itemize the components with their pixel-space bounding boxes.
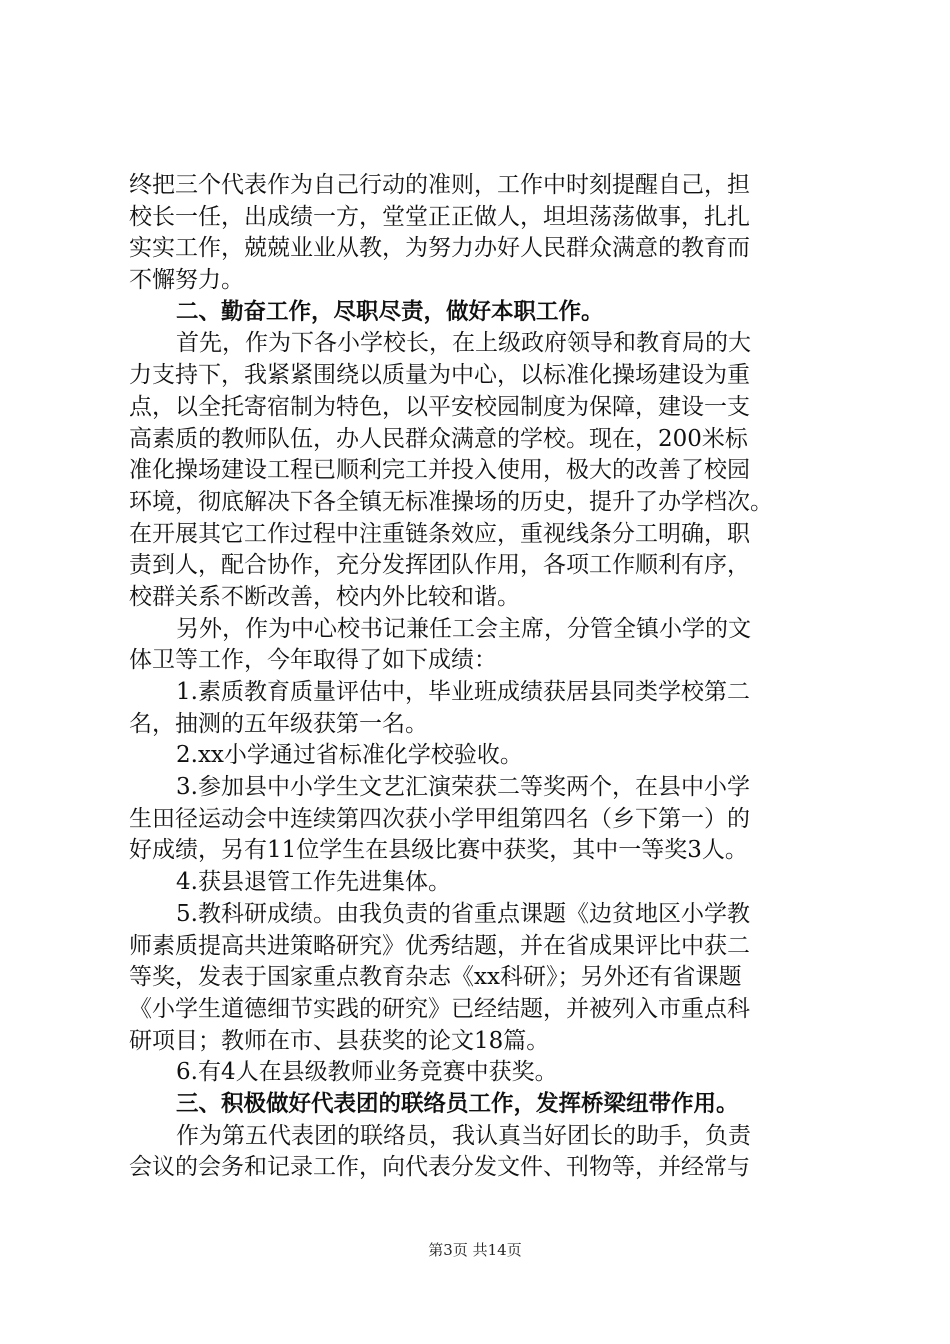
text-line: 好成绩，另有11位学生在县级比赛中获奖，其中一等奖3人。 xyxy=(129,837,748,864)
text-line: 校群关系不断改善，校内外比较和谐。 xyxy=(129,583,520,610)
section-heading-2: 二、勤奋工作，尽职尽责，做好本职工作。 xyxy=(176,298,604,325)
text-line: 力支持下，我紧紧围绕以质量为中心，以标准化操场建设为重 xyxy=(129,362,750,389)
text-line: 环境，彻底解决下各全镇无标准操场的历史，提升了办学档次。 xyxy=(129,488,773,515)
text-line: 高素质的教师队伍，办人民群众满意的学校。现在，200米标 xyxy=(129,425,748,452)
list-item-5: 5.教科研成绩。由我负责的省重点课题《边贫地区小学教 xyxy=(176,900,750,927)
text-line: 名，抽测的五年级获第一名。 xyxy=(129,710,428,737)
text-line: 等奖，发表于国家重点教育杂志《xx科研》；另外还有省课题 xyxy=(129,964,742,991)
text-line: 生田径运动会中连续第四次获小学甲组第四名（乡下第一）的 xyxy=(129,805,750,832)
list-item-3: 3.参加县中小学生文艺汇演荣获二等奖两个，在县中小学 xyxy=(176,774,750,801)
page-number-footer: 第3页 共14页 xyxy=(428,1241,522,1259)
text-line: 作为第五代表团的联络员，我认真当好团长的助手，负责 xyxy=(176,1122,751,1149)
list-item-6: 6.有4人在县级教师业务竞赛中获奖。 xyxy=(176,1059,558,1086)
list-item-4: 4.获县退管工作先进集体。 xyxy=(176,869,451,896)
text-line: 会议的会务和记录工作，向代表分发文件、刊物等，并经常与 xyxy=(129,1154,750,1181)
text-line: 在开展其它工作过程中注重链条效应，重视线条分工明确，职 xyxy=(129,520,750,547)
text-line: 《小学生道德细节实践的研究》已经结题，并被列入市重点科 xyxy=(129,995,750,1022)
text-line: 另外，作为中心校书记兼任工会主席，分管全镇小学的文 xyxy=(176,615,751,642)
text-line: 终把三个代表作为自己行动的准则，工作中时刻提醒自己，担 xyxy=(129,172,750,198)
text-line: 不懈努力。 xyxy=(129,267,244,294)
body-text xyxy=(129,170,829,1184)
text-line: 师素质提高共进策略研究》优秀结题，并在省成果评比中获二 xyxy=(129,932,750,959)
text-line: 首先，作为下各小学校长，在上级政府领导和教育局的大 xyxy=(176,330,751,357)
text-line: 点，以全托寄宿制为特色，以平安校园制度为保障，建设一支 xyxy=(129,393,750,420)
text-line: 研项目；教师在市、县获奖的论文18篇。 xyxy=(129,1027,550,1054)
text-line: 责到人，配合协作，充分发挥团队作用，各项工作顺利有序， xyxy=(129,552,750,579)
text-line: 实实工作，兢兢业业从教，为努力办好人民群众满意的教育而 xyxy=(129,235,750,262)
list-item-1: 1.素质教育质量评估中，毕业班成绩获居县同类学校第二 xyxy=(176,679,750,705)
section-heading-3: 三、积极做好代表团的联络员工作，发挥桥梁纽带作用。 xyxy=(176,1090,739,1117)
text-line: 校长一任，出成绩一方，堂堂正正做人，坦坦荡荡做事，扎扎 xyxy=(129,203,750,230)
text-line: 体卫等工作，今年取得了如下成绩： xyxy=(129,647,497,674)
text-line: 准化操场建设工程已顺利完工并投入使用，极大的改善了校园 xyxy=(129,457,750,484)
list-item-2: 2.xx小学通过省标准化学校验收。 xyxy=(176,742,523,769)
